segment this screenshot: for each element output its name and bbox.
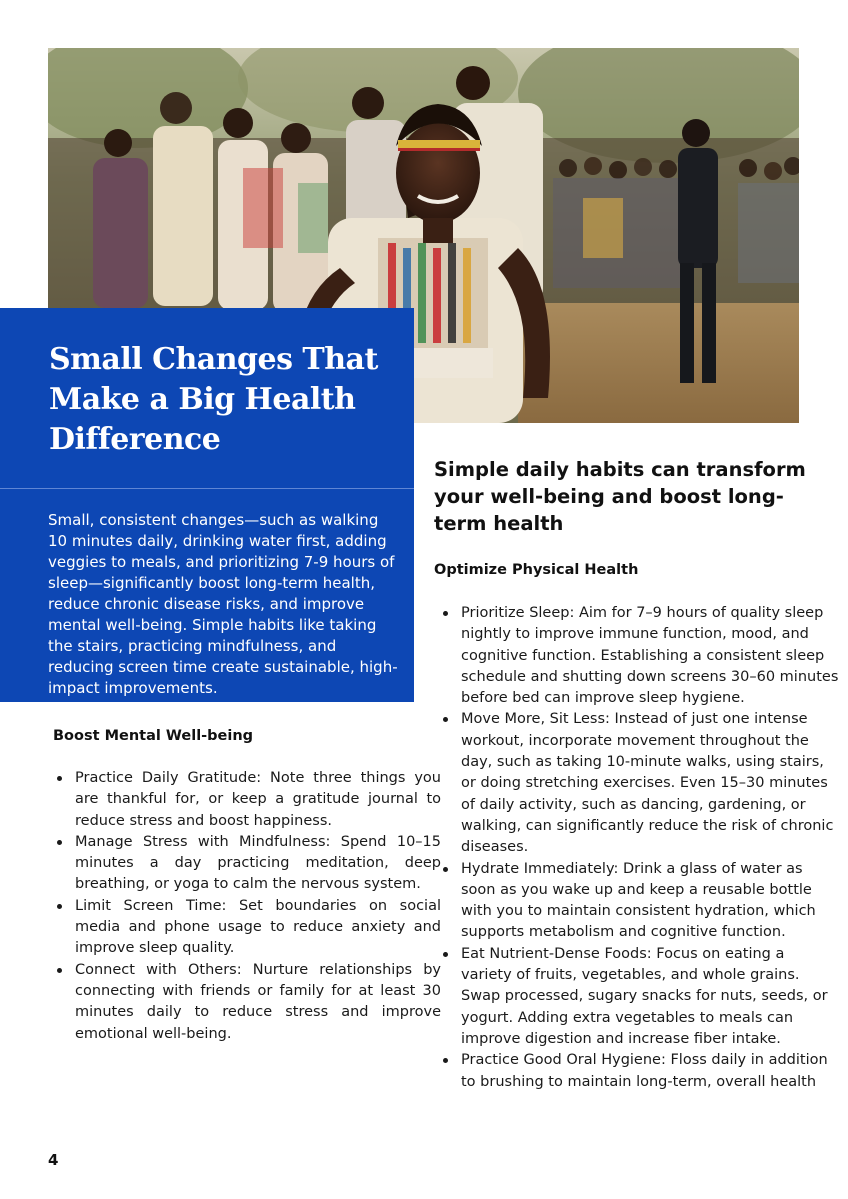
list-item: Limit Screen Time: Set boundaries on social media and phone usage to reduce anxiety and improve sleep quality.: [75, 896, 441, 960]
page-number: 4: [48, 1151, 59, 1169]
list-item: Connect with Others: Nurture relationships by connecting with friends or family for at least 30 minutes daily to reduce stress and improve emotional well-being.: [75, 960, 441, 1045]
mental-wellbeing-heading: Boost Mental Well-being: [53, 728, 254, 744]
list-item: Hydrate Immediately: Drink a glass of water as soon as you wake up and keep a reusable bottle with you to maintain consistent hydration, which supports metabolism and cognitive function.: [461, 859, 839, 944]
list-item: Manage Stress with Mindfulness: Spend 10–15 minutes a day practicing meditation, deep breathing, or yoga to calm the nervous system.: [75, 832, 441, 896]
section-subheading: Simple daily habits can transform your well-being and boost long-term health: [434, 458, 806, 535]
panel-divider: [0, 488, 414, 489]
list-item: Move More, Sit Less: Instead of just one intense workout, incorporate movement throughout the day, such as taking 10-minute walks, using stairs, or doing stretching exercises. Even 15–30 minutes of daily activity, such as dancing, gardening, or walking, can significantly reduce the risk of chronic diseases.: [461, 709, 839, 858]
list-item: Eat Nutrient-Dense Foods: Focus on eating a variety of fruits, vegetables, and whole grains. Swap processed, sugary snacks for nuts, seeds, or yogurt. Adding extra vegetables to meals can improve digestion and increase fiber intake.: [461, 944, 839, 1050]
list-item: Practice Daily Gratitude: Note three things you are thankful for, or keep a gratitude journal to reduce stress and boost happiness.: [75, 768, 441, 832]
list-item: Prioritize Sleep: Aim for 7–9 hours of quality sleep nightly to improve immune function, mood, and cognitive function. Establishing a consistent sleep schedule and shutting down screens 30–60 minutes before bed can improve sleep hygiene.: [461, 603, 839, 709]
list-item: Practice Good Oral Hygiene: Floss daily in addition to brushing to maintain long-term, overall health: [461, 1050, 839, 1093]
mental-wellbeing-list: [48, 768, 441, 1045]
page-title: Small Changes That Make a Big Health Difference: [49, 342, 378, 457]
intro-paragraph: Small, consistent changes—such as walking 10 minutes daily, drinking water first, adding veggies to meals, and prioritizing 7-9 hours of sleep—significantly boost long-term health, reduce chronic disease risks, and improve mental well-being. Simple habits like taking the stairs, practicing mindfulness, and reducing screen time create sustainable, high-impact improvements.: [48, 511, 398, 697]
physical-health-heading: Optimize Physical Health: [434, 562, 639, 578]
physical-health-list: [434, 603, 839, 1093]
